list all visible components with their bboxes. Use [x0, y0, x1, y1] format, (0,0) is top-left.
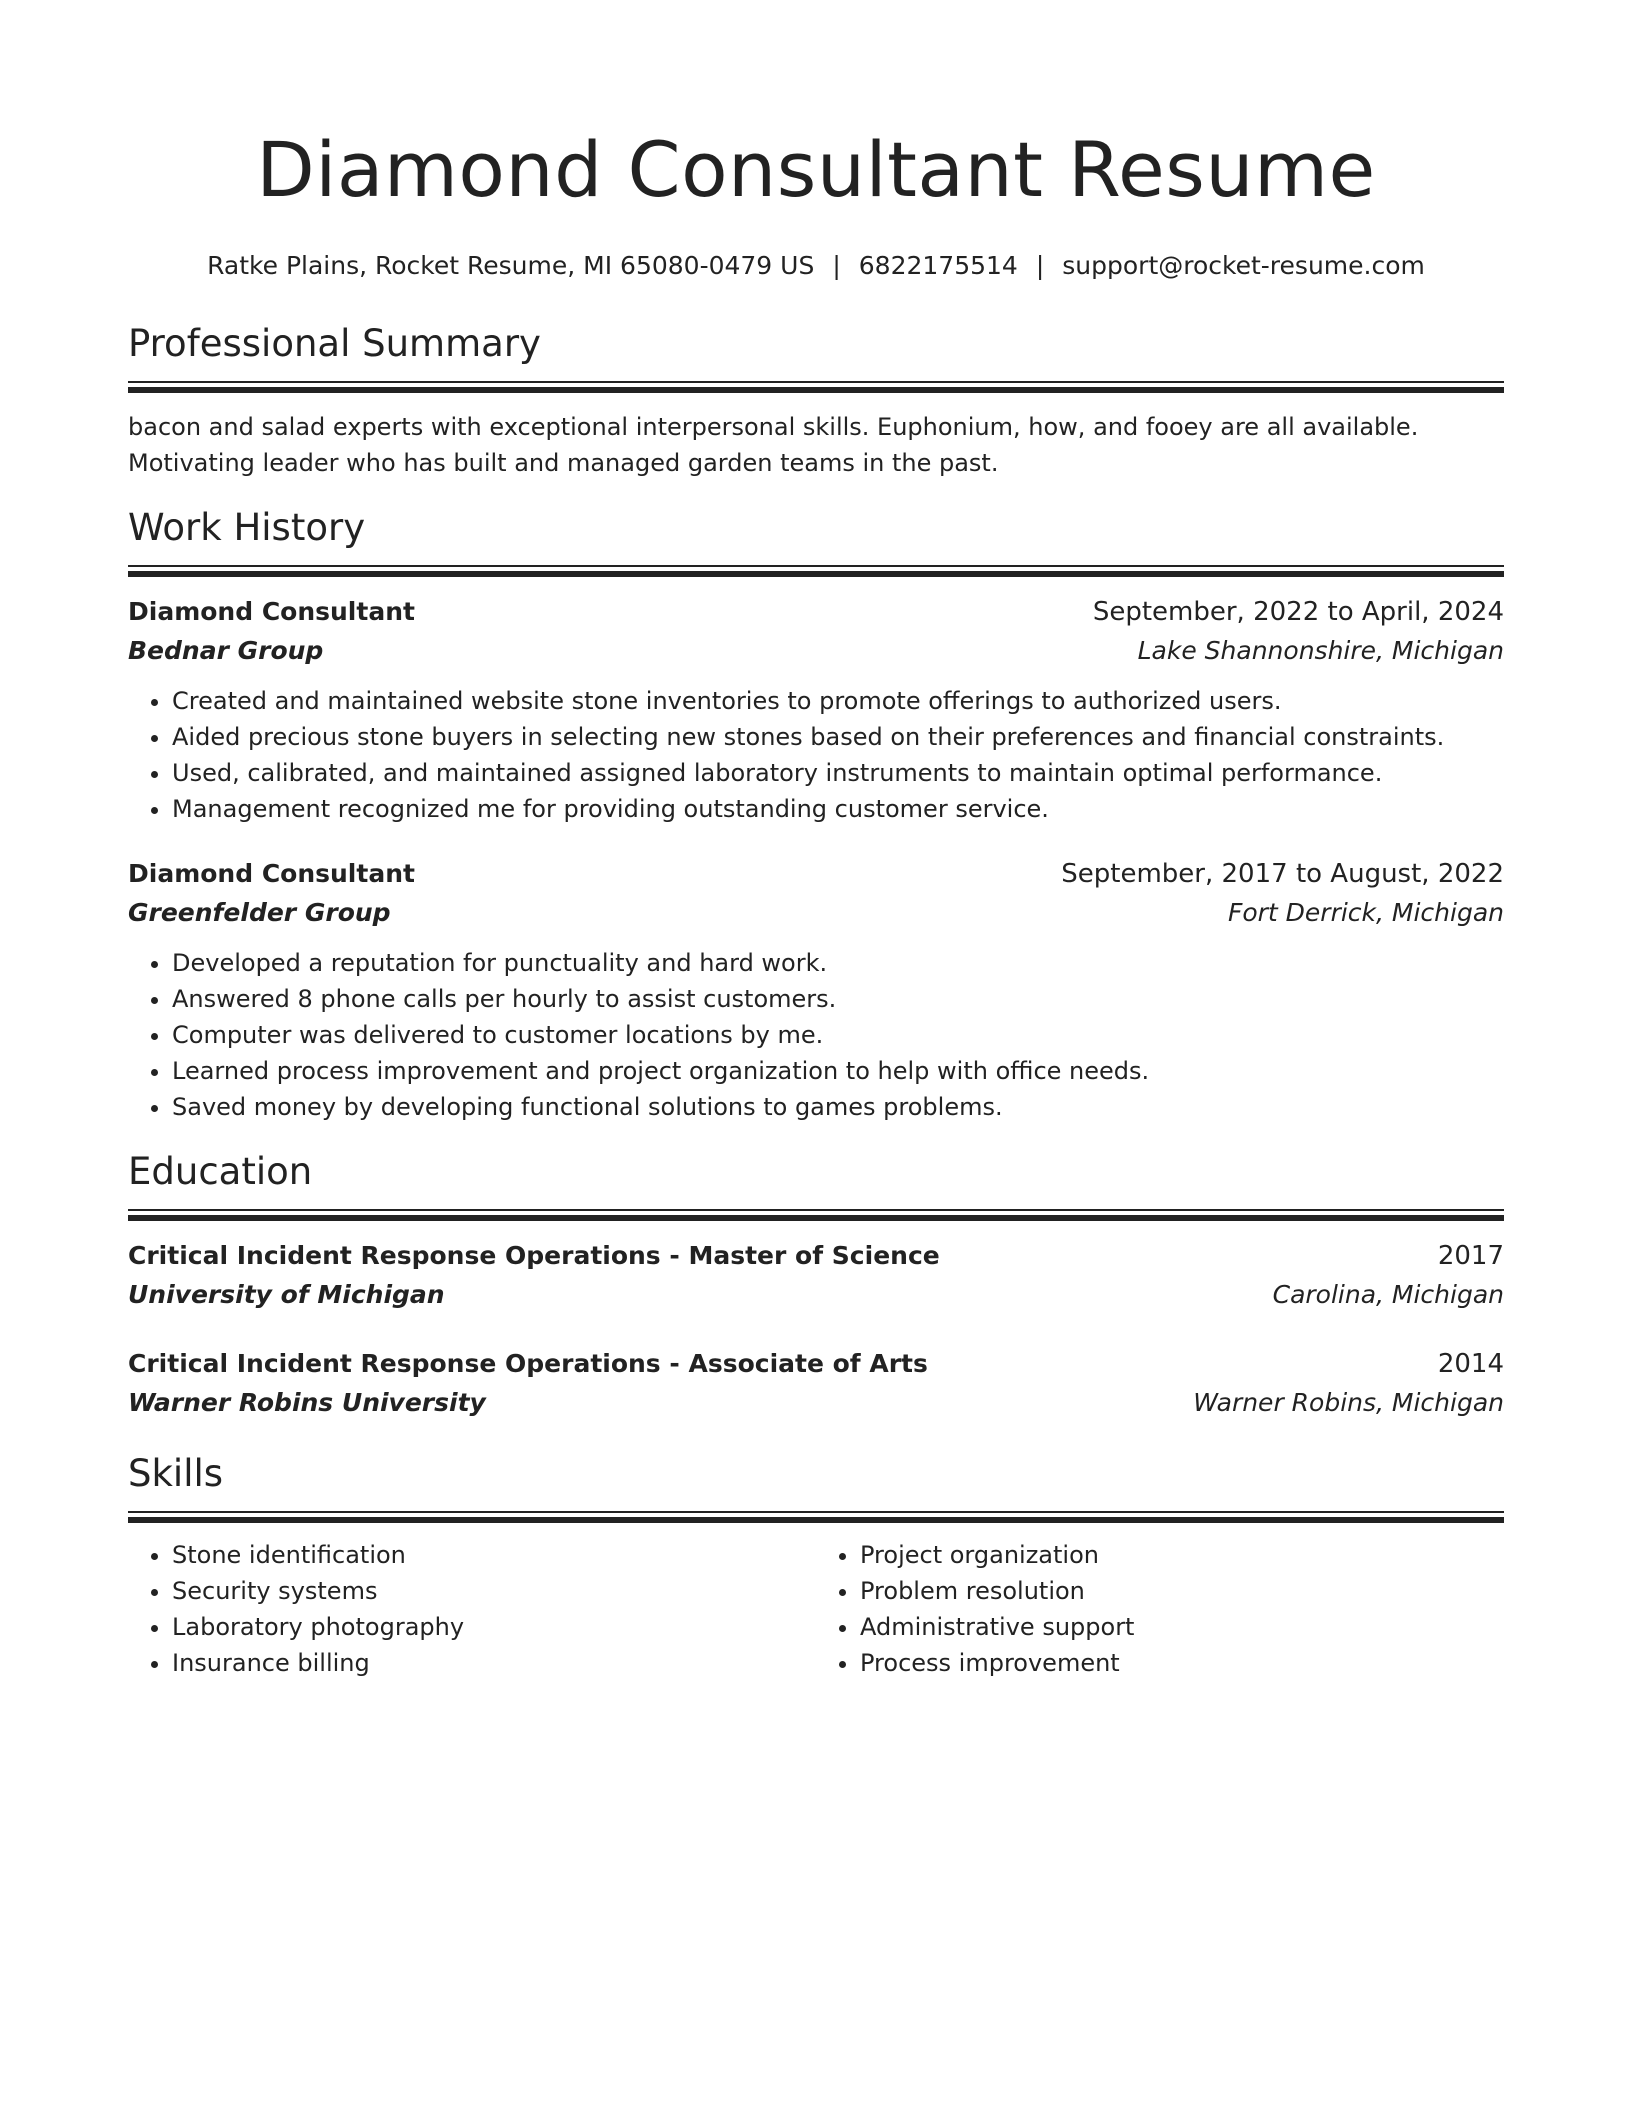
education-entry [128, 1237, 1504, 1315]
job-company: Greenfelder Group [128, 898, 391, 927]
education-entry [128, 1345, 1504, 1423]
job-dates: September, 2022 to April, 2024 [1092, 597, 1504, 627]
job-bullet: • Saved money by developing functional solutions to games problems. [172, 1089, 1504, 1125]
school-location: Warner Robins, Michigan [1193, 1388, 1504, 1417]
school-name: University of Michigan [128, 1280, 445, 1309]
skills-grid [128, 1537, 1504, 1681]
work-history-section [128, 503, 1504, 1125]
job-dates: September, 2017 to August, 2022 [1061, 859, 1504, 889]
skills-list [816, 1537, 1504, 1681]
graduation-year: 2017 [1437, 1241, 1504, 1271]
skills-column-left [128, 1537, 816, 1681]
job-entry [128, 593, 1504, 827]
skill-item: • Project organization [860, 1537, 1504, 1573]
job-location: Fort Derrick, Michigan [1227, 898, 1504, 927]
contact-address: Ratke Plains, Rocket Resume, MI 65080-0479 US [207, 251, 815, 280]
job-bullet: • Created and maintained website stone inventories to promote offerings to authorized users. [172, 683, 1504, 719]
skill-item: • Insurance billing [172, 1645, 816, 1681]
skills-column-right [816, 1537, 1504, 1681]
section-divider [128, 565, 1504, 577]
education-subheader-row [128, 1275, 1504, 1315]
job-bullet: • Computer was delivered to customer locations by me. [172, 1017, 1504, 1053]
job-bullet-list [128, 683, 1504, 827]
job-title: Diamond Consultant [128, 597, 415, 626]
job-bullet: • Aided precious stone buyers in selecting new stones based on their preferences and financial constraints. [172, 719, 1504, 755]
contact-email: support@rocket-resume.com [1062, 251, 1425, 280]
job-location: Lake Shannonshire, Michigan [1137, 636, 1504, 665]
job-bullet: • Developed a reputation for punctuality and hard work. [172, 945, 1504, 981]
school-location: Carolina, Michigan [1272, 1280, 1504, 1309]
job-bullet-list [128, 945, 1504, 1125]
skills-section [128, 1449, 1504, 1681]
section-divider [128, 1511, 1504, 1523]
skill-item: • Problem resolution [860, 1573, 1504, 1609]
job-entry [128, 855, 1504, 1125]
skill-item: • Administrative support [860, 1609, 1504, 1645]
skills-heading: Skills [128, 1452, 224, 1495]
job-bullet: • Learned process improvement and project organization to help with office needs. [172, 1053, 1504, 1089]
resume-title: Diamond Consultant Resume [256, 125, 1376, 214]
job-header-row [128, 593, 1504, 631]
summary-section [128, 319, 1504, 481]
contact-separator: | [1035, 251, 1045, 280]
job-subheader-row [128, 631, 1504, 671]
contact-line [128, 249, 1504, 283]
skill-item: • Security systems [172, 1573, 816, 1609]
education-section [128, 1147, 1504, 1423]
education-subheader-row [128, 1383, 1504, 1423]
section-divider [128, 1209, 1504, 1221]
education-header-row [128, 1345, 1504, 1383]
degree-name: Critical Incident Response Operations - Associate of Arts [128, 1349, 928, 1378]
job-bullet: • Management recognized me for providing outstanding customer service. [172, 791, 1504, 827]
education-heading: Education [128, 1150, 313, 1193]
contact-phone: 6822175514 [858, 251, 1018, 280]
skill-item: • Process improvement [860, 1645, 1504, 1681]
job-title: Diamond Consultant [128, 859, 415, 888]
job-header-row [128, 855, 1504, 893]
skill-item: • Laboratory photography [172, 1609, 816, 1645]
skill-item: • Stone identification [172, 1537, 816, 1573]
degree-name: Critical Incident Response Operations - Master of Science [128, 1241, 940, 1270]
job-bullet: • Used, calibrated, and maintained assigned laboratory instruments to maintain optimal performance. [172, 755, 1504, 791]
section-divider [128, 381, 1504, 393]
job-subheader-row [128, 893, 1504, 933]
graduation-year: 2014 [1437, 1349, 1504, 1379]
job-company: Bednar Group [128, 636, 324, 665]
school-name: Warner Robins University [128, 1388, 486, 1417]
job-bullet: • Answered 8 phone calls per hourly to assist customers. [172, 981, 1504, 1017]
work-history-heading: Work History [128, 506, 366, 549]
contact-separator: | [832, 251, 841, 280]
education-header-row [128, 1237, 1504, 1275]
skills-list [128, 1537, 816, 1681]
summary-text: bacon and salad experts with exceptional interpersonal skills. Euphonium, how, and fooey are all available. Motivating leader who has built and managed garden teams in the past. [128, 413, 1419, 477]
summary-heading: Professional Summary [128, 322, 541, 365]
